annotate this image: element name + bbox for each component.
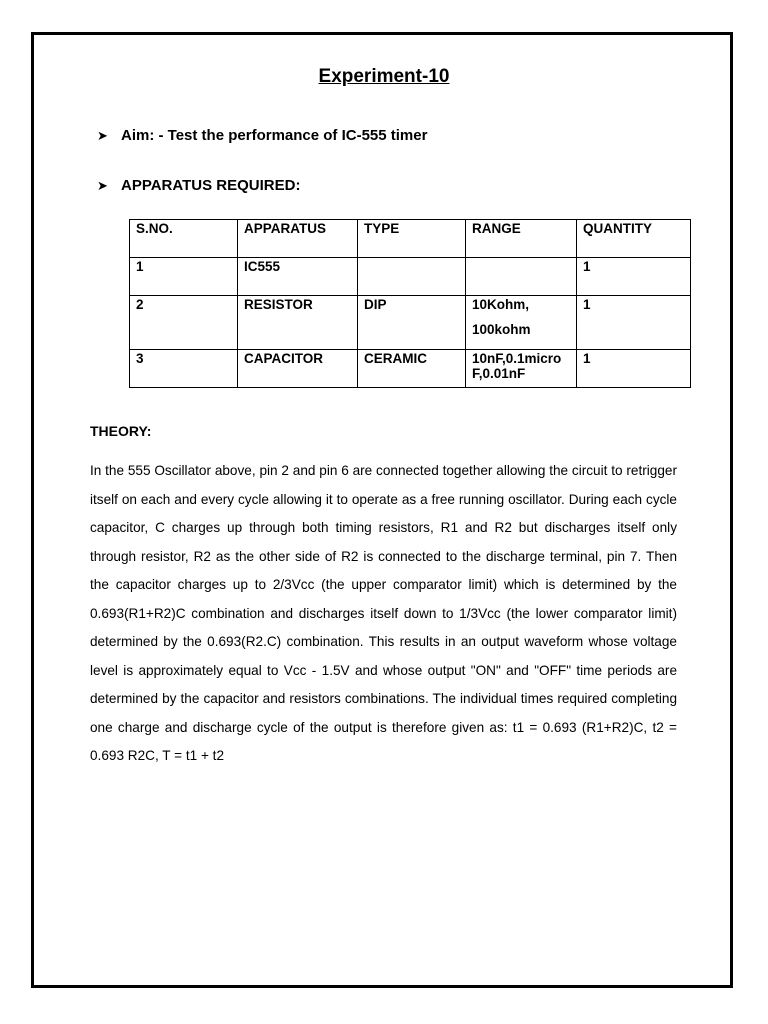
apparatus-heading: APPARATUS REQUIRED: [121, 177, 301, 194]
aim-text: Aim: - Test the performance of IC-555 timer [121, 127, 428, 144]
header-type: TYPE [358, 220, 466, 258]
cell-range-line1: 10Kohm, [472, 297, 530, 312]
table-row [130, 258, 691, 296]
cell-quantity: 1 [577, 296, 691, 350]
cell-sno: 3 [130, 350, 238, 388]
header-range: RANGE [466, 220, 577, 258]
cell-sno: 2 [130, 296, 238, 350]
cell-range-line2: 100kohm [472, 322, 531, 337]
page-title: Experiment-10 [318, 66, 450, 87]
cell-type [358, 258, 466, 296]
cell-range [466, 296, 577, 350]
cell-type: CERAMIC [358, 350, 466, 388]
cell-apparatus: RESISTOR [238, 296, 358, 350]
cell-quantity: 1 [577, 350, 691, 388]
cell-range [466, 258, 577, 296]
apparatus-heading-line [97, 177, 300, 194]
cell-apparatus: IC555 [238, 258, 358, 296]
table-row [130, 350, 691, 388]
apparatus-table [129, 219, 691, 388]
cell-type: DIP [358, 296, 466, 350]
header-sno: S.NO. [130, 220, 238, 258]
cell-range: 10nF,0.1micro F,0.01nF [466, 350, 577, 388]
cell-sno: 1 [130, 258, 238, 296]
cell-apparatus: CAPACITOR [238, 350, 358, 388]
theory-heading: THEORY: [90, 423, 152, 439]
arrow-bullet-icon: ➤ [97, 127, 108, 143]
arrow-bullet-icon: ➤ [97, 177, 108, 193]
table-header-row [130, 220, 691, 258]
cell-quantity: 1 [577, 258, 691, 296]
header-apparatus: APPARATUS [238, 220, 358, 258]
aim-line [97, 127, 427, 144]
header-quantity: QUANTITY [577, 220, 691, 258]
table-row [130, 296, 691, 350]
theory-paragraph: In the 555 Oscillator above, pin 2 and pin 6 are connected together allowing the circuit to retrigger itself on each and every cycle allowing it to operate as a free running oscillator. During each cycle capacitor, C charges up through both timing resistors, R1 and R2 but discharges itself only through resistor, R2 as the other side of R2 is connected to the discharge terminal, pin 7. Then the capacitor charges up to 2/3Vcc (the upper comparator limit) which is determined by the 0.693(R1+R2)C combination and discharges itself down to 1/3Vcc (the lower comparator limit) determined by the 0.693(R2.C) combination. This results in an output waveform whose voltage level is approximately equal to Vcc - 1.5V and whose output "ON" and "OFF" time periods are determined by the capacitor and resistors combinations. The individual times required completing one charge and discharge cycle of the output is therefore given as: t1 = 0.693 (R1+R2)C, t2 = 0.693 R2C, T = t1 + t2 [90, 463, 677, 763]
